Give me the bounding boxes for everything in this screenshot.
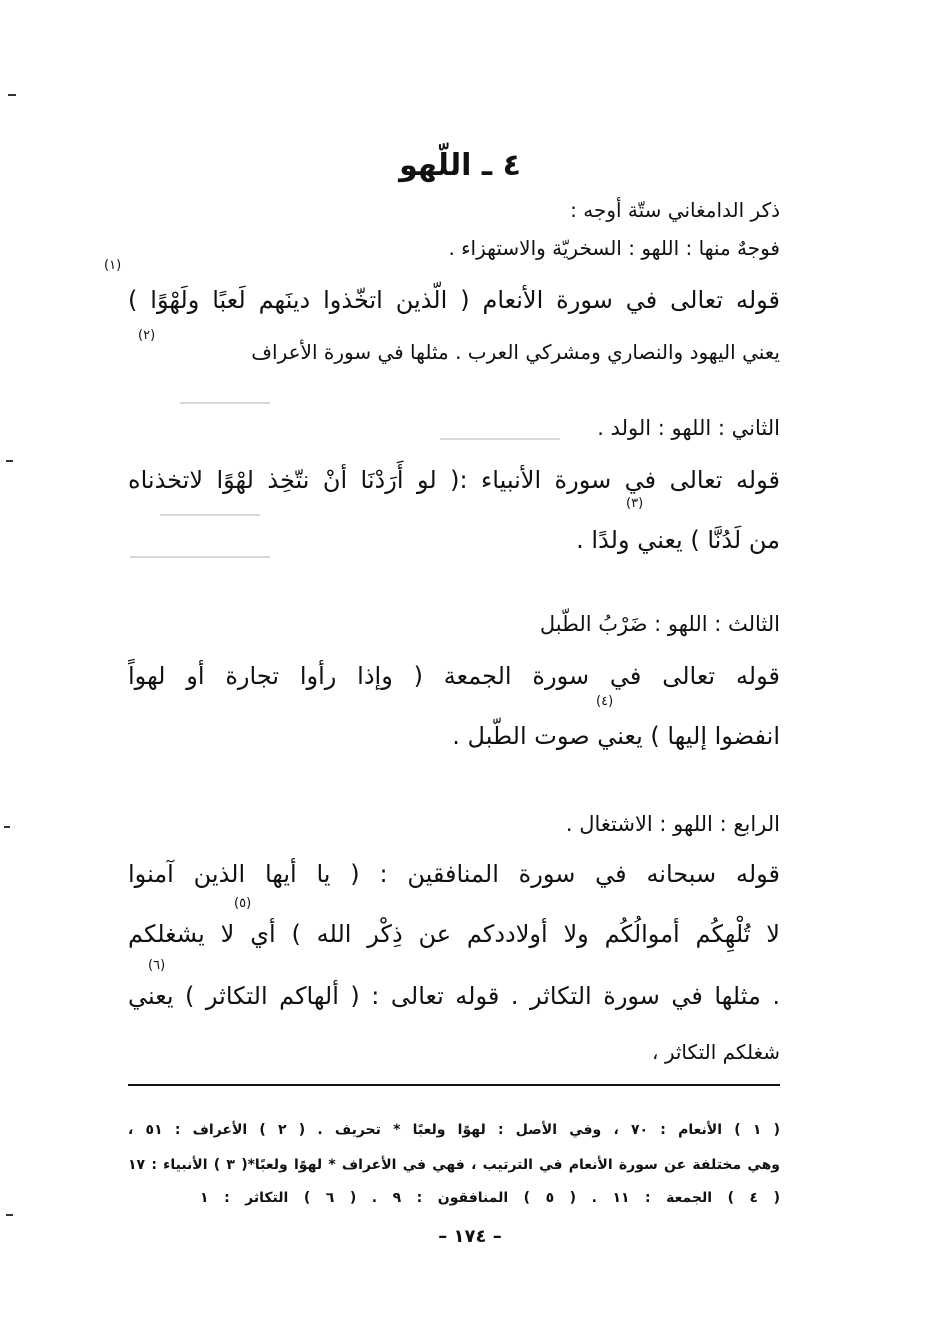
scan-speck (6, 460, 13, 462)
verse-line: انفضوا إليها ) يعني صوت الطّبل . (452, 722, 780, 750)
footnote-mark-1: (١) (104, 258, 122, 273)
verse-line: لا تُلْهِكُم أموالُكُم ولا أولاددكم عن ذِكْر الله ) أي لا يشغلكم (128, 920, 780, 948)
footnote-mark-6: (٦) (148, 958, 166, 973)
section-heading-4: الرابع : اللهو : الاشتغال . (565, 812, 780, 836)
scan-artifact (180, 402, 270, 404)
verse-line: قوله تعالى في سورة الأنبياء :( لو أَرَدْنَا أنْ نتّخِذ لهْوًا لاتخذناه (128, 466, 780, 494)
verse-line: من لَدُنَّا ) يعني ولدًا . (576, 526, 780, 554)
footnote-divider (128, 1084, 780, 1086)
footnote-mark-5: (٥) (234, 896, 252, 911)
footnote-line-1: ( ١ ) الأنعام : ٧٠ ، وفي الأصل : لهوًا ولعبًا * تحريف . ( ٢ ) الأعراف : ٥١ ، (128, 1122, 780, 1138)
section-heading-2: الثاني : اللهو : الولد . (597, 416, 780, 440)
footnote-mark-4: (٤) (596, 694, 614, 709)
intro-line-1: ذكر الدامغاني ستّة أوجه : (570, 198, 780, 222)
footnote-line-2: وهي مختلفة عن سورة الأنعام في الترتيب ، فهي في الأعراف * لهوًا ولعبًا*( ٣ ) الأنبياء : ١٧ (128, 1157, 780, 1173)
section-heading-3: الثالث : اللهو : ضَرْبُ الطّبل (539, 612, 780, 636)
intro-line-2: فوجهٌ منها : اللهو : السخريّة والاستهزاء . (448, 236, 780, 260)
text-line: يعني اليهود والنصاري ومشركي العرب . مثلها في سورة الأعراف (251, 340, 780, 364)
text-line: شغلكم التكاثر ، (652, 1040, 780, 1064)
verse-line: قوله تعالى في سورة الجمعة ( وإذا رأوا تجارة أو لهواً (128, 662, 780, 690)
footnote-mark-2: (٢) (138, 328, 156, 343)
scan-artifact (440, 438, 560, 440)
footnote-mark-3: (٣) (626, 496, 644, 511)
scan-speck (4, 826, 10, 828)
scan-speck (6, 1214, 13, 1216)
page-title: ٤ ـ اللّهو (399, 148, 521, 183)
page-number: – ١٧٤ – (438, 1226, 502, 1247)
verse-line: قوله سبحانه في سورة المنافقين : ( يا أيها الذين آمنوا (128, 860, 780, 888)
scan-artifact (130, 556, 270, 558)
verse-line: . مثلها في سورة التكاثر . قوله تعالى : ( ألهاكم التكاثر ) يعني (128, 982, 780, 1010)
scan-speck (8, 94, 16, 96)
verse-line: قوله تعالى في سورة الأنعام ( الّذين اتخّذوا دينَهم لَعبًا ولَهْوًا ) (128, 286, 780, 314)
footnote-line-3: ( ٤ ) الجمعة : ١١ . ( ٥ ) المنافقون : ٩ . ( ٦ ) التكاثر : ١ (200, 1190, 780, 1206)
scan-artifact (160, 514, 260, 516)
